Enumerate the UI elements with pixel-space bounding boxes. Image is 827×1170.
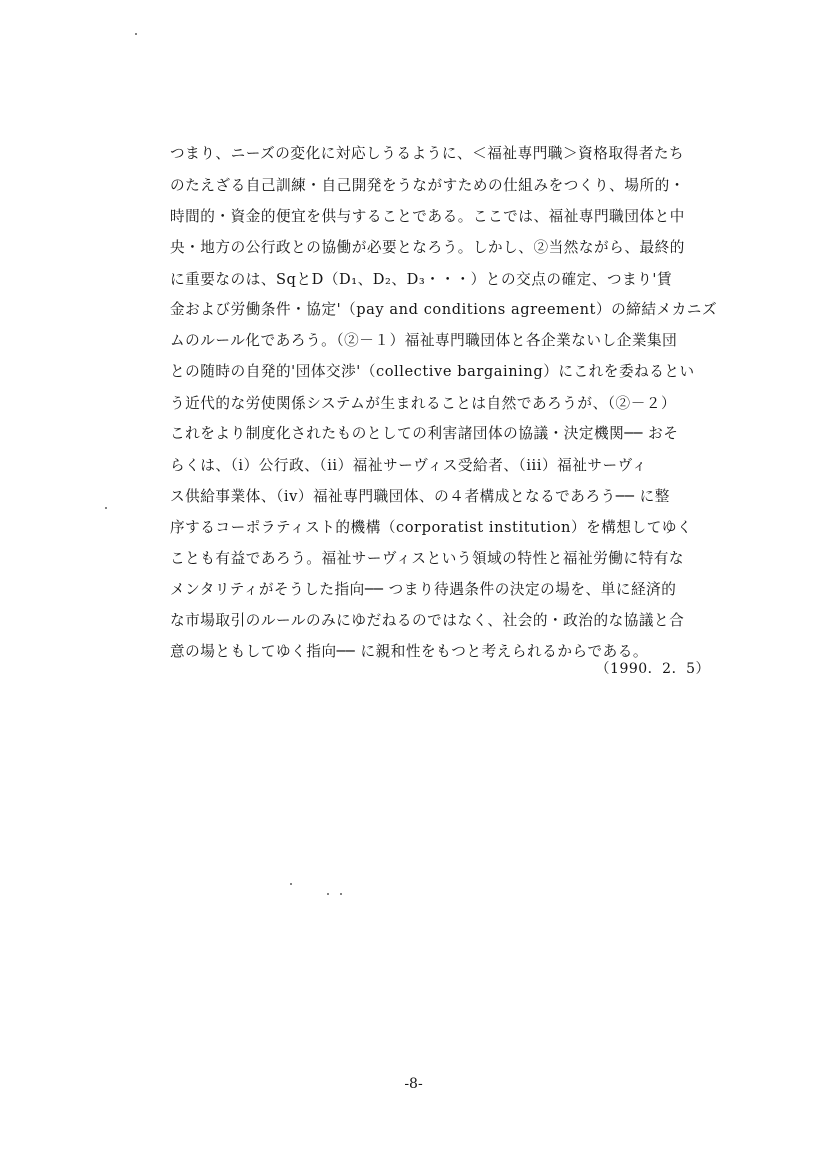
paragraph-line-6: 金および労働条件・協定'（pay and conditions agreement）の締結メカニズ xyxy=(170,301,718,318)
paragraph-line-2: のたえざる自己訓練・自己開発をうながすための仕組みをつくり、場所的・ xyxy=(170,177,685,194)
paragraph-line-1: つまり、ニーズの変化に対応しうるように、＜福祉専門職＞資格取得者たち xyxy=(170,145,685,162)
paragraph-line-9: う近代的な労使関係システムが生まれることは自然であろうが、（②－２） xyxy=(170,395,677,412)
paragraph-line-13: 序するコーポラティスト的機構（corporatist institution）を構想してゆく xyxy=(170,519,693,536)
paragraph-line-3: 時間的・資金的便宜を供与することである。ここでは、福祉専門職団体と中 xyxy=(170,208,685,225)
paragraph-line-7: ムのルール化であろう。（②－１）福祉専門職団体と各企業ないし企業集団 xyxy=(170,332,678,349)
paragraph-line-17: 意の場ともしてゆく指向── に親和性をもつと考えられるからである。 xyxy=(170,643,649,660)
paragraph-line-15: メンタリティがそうした指向── つまり待遇条件の決定の場を、単に経済的 xyxy=(170,581,677,598)
scan-speck xyxy=(327,893,329,895)
document-date: （1990．2．5） xyxy=(595,661,710,677)
paragraph-line-8: との随時の自発的'団体交渉'（collective bargaining）にこれを委ねるとい xyxy=(170,363,695,380)
paragraph-line-4: 央・地方の公行政との協働が必要となろう。しかし、②当然ながら、最終的 xyxy=(170,239,685,256)
scan-speck xyxy=(135,33,137,35)
page-number: -8- xyxy=(404,1076,423,1092)
scan-speck xyxy=(340,893,342,895)
scan-speck xyxy=(290,883,292,885)
paragraph-line-5: に重要なのは、SqとD（D₁、D₂、D₃・・・）との交点の確定、つまり'賃 xyxy=(170,271,673,288)
paragraph-line-11: らくは、（i）公行政、（ii）福祉サーヴィス受給者、（iii）福祉サーヴィ xyxy=(170,457,648,474)
paragraph-line-16: な市場取引のルールのみにゆだねるのではなく、社会的・政治的な協議と合 xyxy=(170,612,685,629)
scan-speck xyxy=(105,507,107,509)
paragraph-line-12: ス供給事業体、（iv）福祉専門職団体、の４者構成となるであろう── に整 xyxy=(170,488,670,505)
paragraph-line-10: これをより制度化されたものとしての利害諸団体の協議・決定機関── おそ xyxy=(170,425,679,442)
paragraph-line-14: ことも有益であろう。福祉サーヴィスという領域の特性と福祉労働に特有な xyxy=(170,550,685,567)
